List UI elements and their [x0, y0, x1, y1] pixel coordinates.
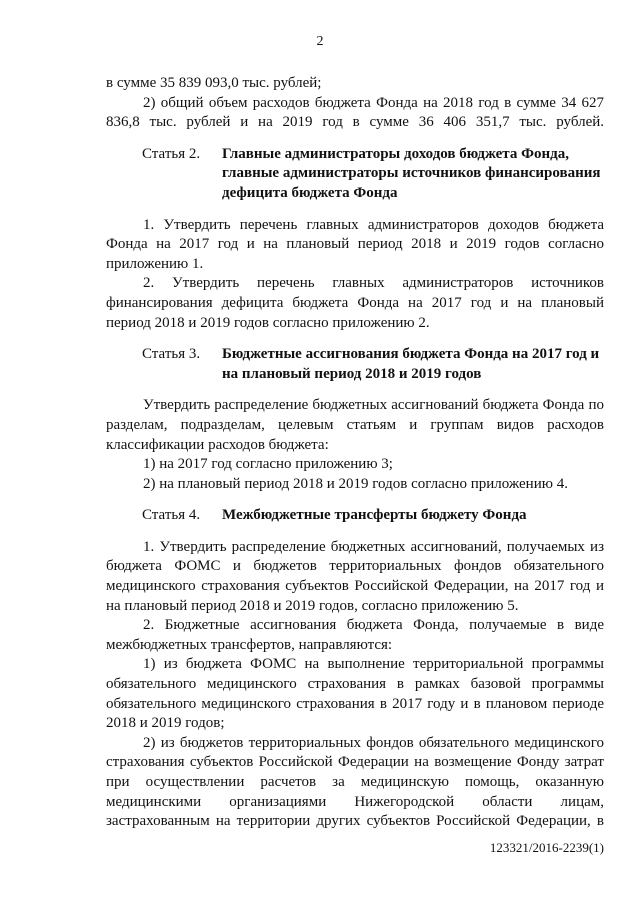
paragraph: 1. Утвердить распределение бюджетных ассигнований, получаемых из бюджета ФОМС и бюджетов территориальных фондов обязательного медицинского страхования субъектов Российской Федерации, на 2017 год и на плановый период 2018 и 2019 годов, согласно приложению 5. — [106, 538, 604, 614]
article-2-heading — [106, 145, 604, 204]
document-body — [106, 74, 604, 832]
paragraph-expenditure-total: 2) общий объем расходов бюджета Фонда на 2018 год в сумме 34 627 836,8 тыс. рублей и на 2019 год в сумме 36 406 351,7 тыс. рублей. — [106, 94, 604, 131]
article-number: Статья 4. — [142, 507, 201, 524]
article-number: Статья 2. — [142, 145, 201, 162]
article-title: Бюджетные ассигнования бюджета Фонда на 2017 год и на плановый период 2018 и 2019 годов — [222, 346, 600, 382]
list-item: 1) на 2017 год согласно приложению 3; — [143, 456, 393, 473]
list-item: 2) из бюджетов территориальных фондов обязательного медицинского страхования субъектов Российской Федерации на возмещение Фонду затрат при осуществлении расчетов за медицинскую помощь, оказанную медицинскими организациями Нижегородской области лицам, застрахованным на территории других субъектов Российской Федерации, в — [106, 734, 604, 830]
paragraph: 2. Бюджетные ассигнования бюджета Фонда, получаемые в виде межбюджетных трансфертов, направляются: — [106, 617, 604, 653]
list-item: 1) из бюджета ФОМС на выполнение территориальной программы обязательного медицинского страхования в рамках базовой программы обязательного медицинского страхования в 2017 году и в плановом периоде 2018 и 2019 годов; — [106, 656, 604, 732]
list-item: 2) на плановый период 2018 и 2019 годов согласно приложению 4. — [143, 475, 568, 492]
article-title: Межбюджетные трансферты бюджету Фонда — [222, 507, 527, 524]
paragraph: 1. Утвердить перечень главных администраторов доходов бюджета Фонда на 2017 год и на плановый период 2018 и 2019 годов согласно приложению 1. — [106, 216, 604, 272]
document-code: 123321/2016-2239(1) — [489, 840, 604, 855]
paragraph-continuation: в сумме 35 839 093,0 тыс. рублей; — [106, 75, 322, 91]
article-3-heading — [106, 345, 604, 384]
article-title: Главные администраторы доходов бюджета Фонда, главные администраторы источников финансирования дефицита бюджета Фонда — [222, 145, 601, 201]
paragraph: 2. Утвердить перечень главных администраторов источников финансирования дефицита бюджета Фонда на 2017 год и на плановый период 2018 и 2019 годов согласно приложению 2. — [106, 275, 604, 331]
page-number: 2 — [316, 34, 324, 49]
article-number: Статья 3. — [142, 346, 201, 363]
paragraph: Утвердить распределение бюджетных ассигнований бюджета Фонда по разделам, подразделам, целевым статьям и группам видов расходов классификации расходов бюджета: — [106, 397, 604, 453]
article-4-heading — [106, 506, 604, 526]
